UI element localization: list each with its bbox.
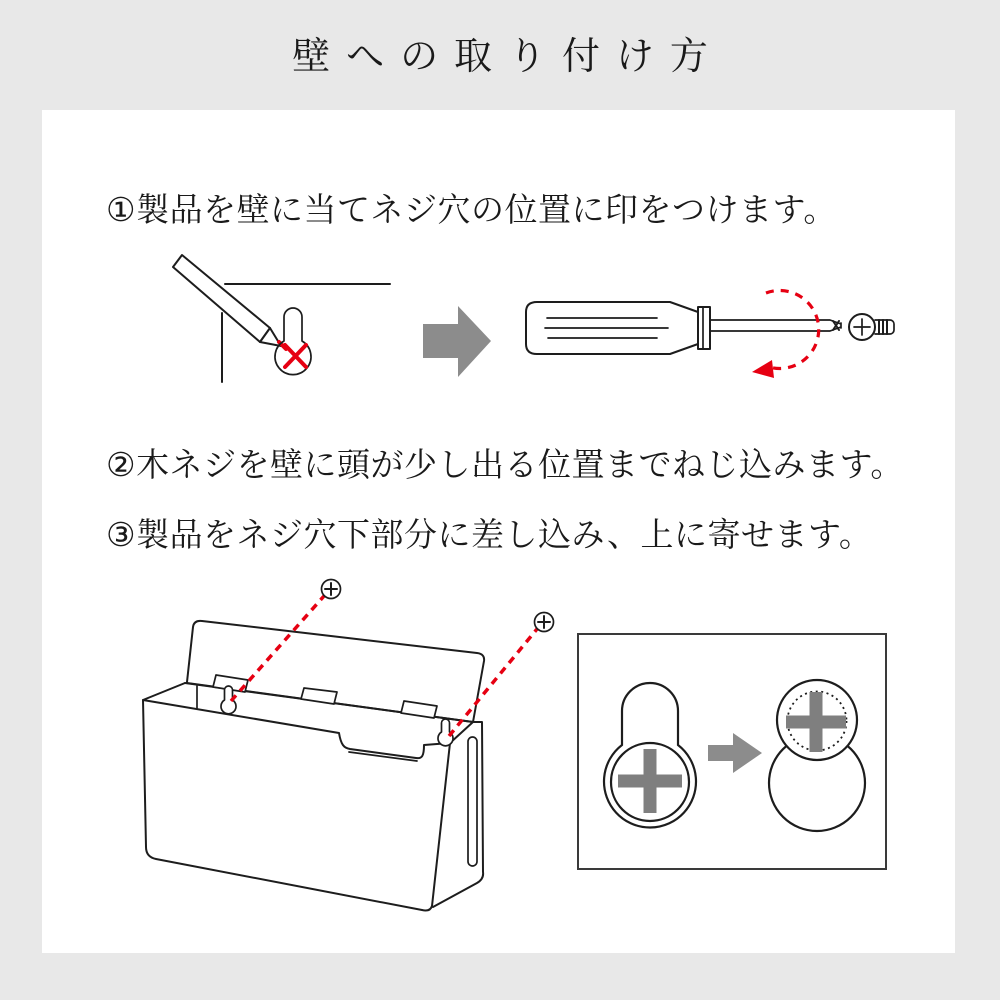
page-title: 壁への取り付け方 <box>292 36 724 78</box>
keyhole-detail-inset <box>578 634 886 869</box>
screw-position-marker-icon-left <box>322 580 341 599</box>
side-slot <box>468 737 477 866</box>
screw-thread-ridges <box>879 320 887 334</box>
screwdriver-shaft <box>710 320 841 331</box>
pencil-marking-illustration <box>173 255 390 382</box>
screw-position-marker-icon-right <box>535 613 554 632</box>
wall-box-illustration <box>143 580 554 911</box>
pencil-icon <box>173 255 281 346</box>
screwdriver-collar <box>698 307 710 349</box>
step-3-text: ③製品をネジ穴下部分に差し込み、上に寄せます。 <box>106 516 873 553</box>
red-x-mark-icon <box>285 345 306 367</box>
box-front-face <box>143 700 450 911</box>
step-2-text: ②木ネジを壁に頭が少し出る位置までねじ込みます。 <box>106 446 904 483</box>
step-arrow-icon <box>423 306 491 377</box>
screwdriver-icon <box>526 302 841 354</box>
step-1-text: ①製品を壁に当てネジ穴の位置に印をつけます。 <box>106 191 837 228</box>
screw-icon <box>849 314 894 340</box>
rotation-arrow-icon <box>752 291 819 378</box>
screw-threads <box>875 320 894 334</box>
box-left-rim-edge <box>143 683 185 700</box>
